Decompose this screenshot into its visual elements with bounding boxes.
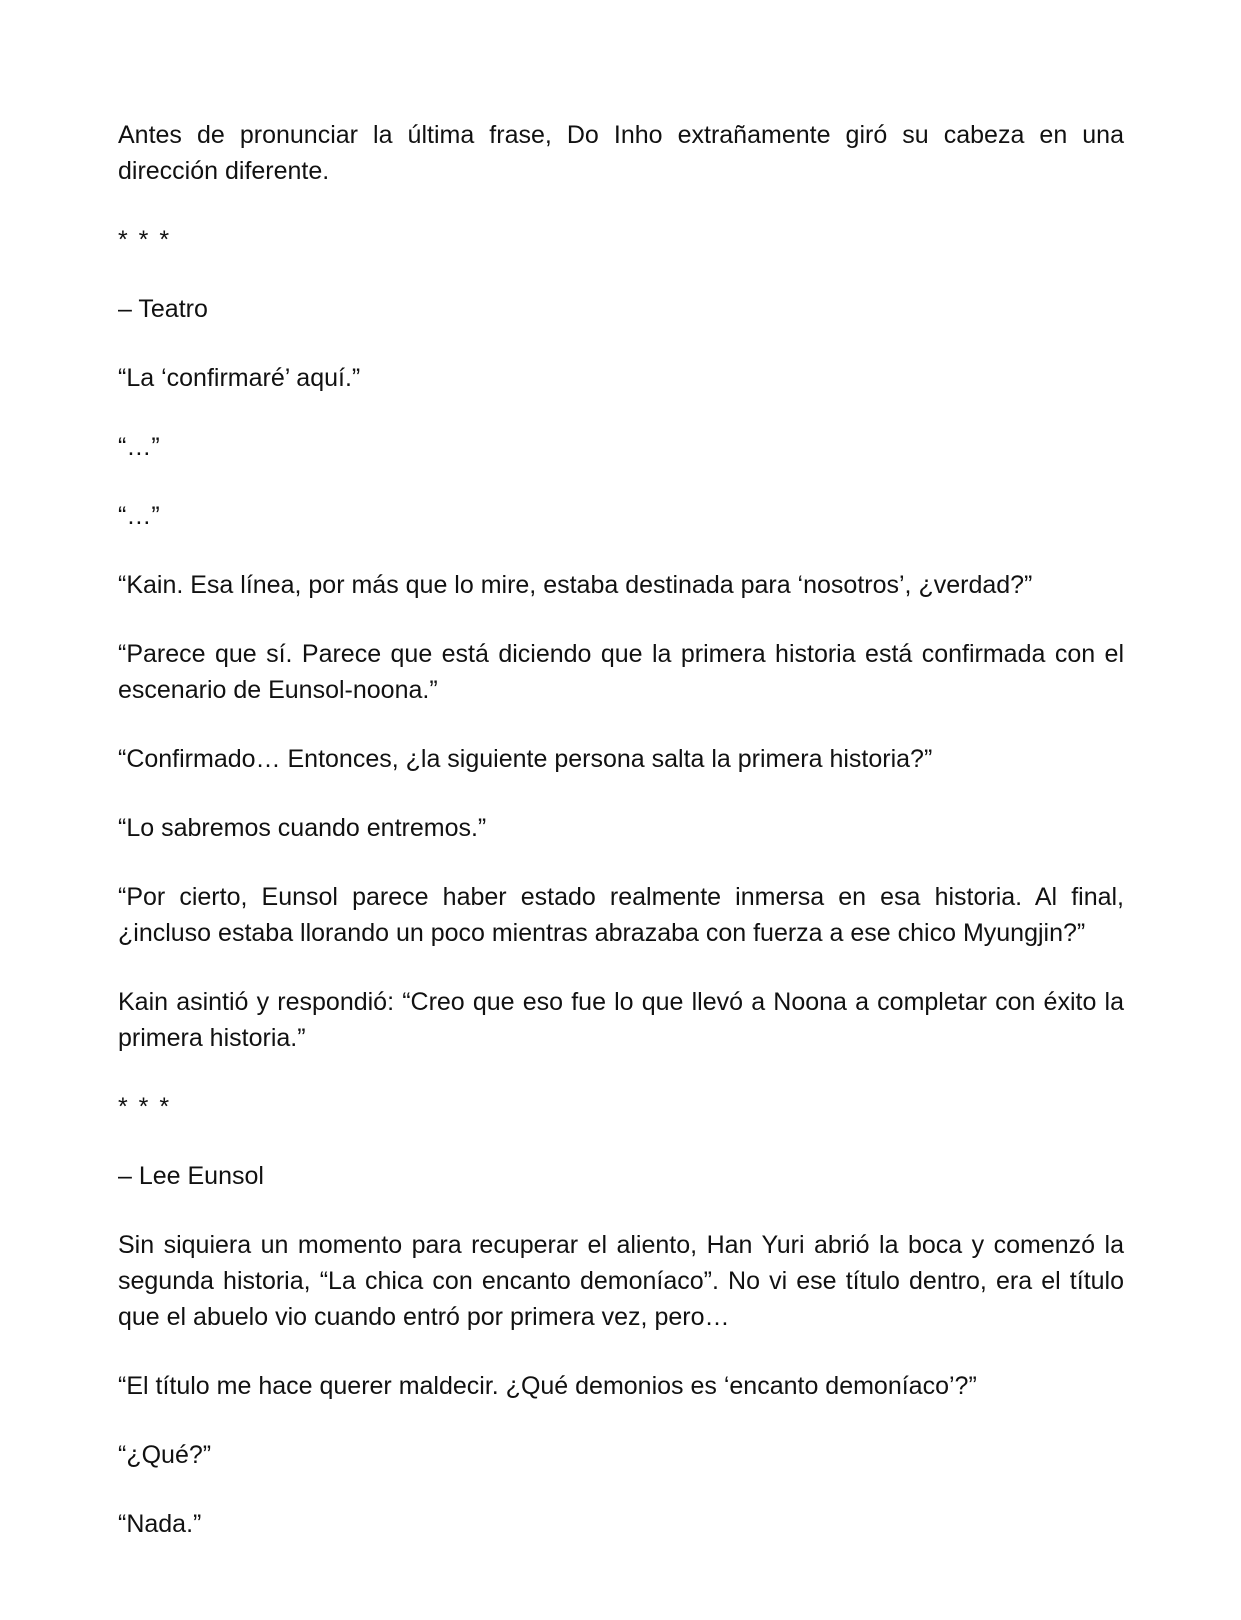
paragraph: “…” [118,433,160,461]
paragraph: “Lo sabremos cuando entremos.” [118,814,487,842]
paragraph: “Confirmado… Entonces, ¿la siguiente persona salta la primera historia?” [118,745,933,773]
paragraph: “Parece que sí. Parece que está diciendo que la primera historia está confirmada con el escenario de Eunsol-noona.” [118,640,1124,704]
paragraph: “Nada.” [118,1510,202,1538]
section-heading: – Lee Eunsol [118,1162,264,1190]
paragraph: Kain asintió y respondió: “Creo que eso fue lo que llevó a Noona a completar con éxito la primera historia.” [118,988,1124,1052]
paragraph: “…” [118,502,160,530]
paragraph: “El título me hace querer maldecir. ¿Qué demonios es ‘encanto demoníaco’?” [118,1372,977,1400]
section-heading: – Teatro [118,295,208,323]
paragraph: “La ‘confirmaré’ aquí.” [118,364,361,392]
paragraph: Sin siquiera un momento para recuperar el aliento, Han Yuri abrió la boca y comenzó la segunda historia, “La chica con encanto demoníaco”. No vi ese título dentro, era el título que el abuelo vio cuando entró por primera vez, pero… [118,1231,1124,1331]
paragraph: “¿Qué?” [118,1441,212,1469]
paragraph: Antes de pronunciar la última frase, Do Inho extrañamente giró su cabeza en una dirección diferente. [118,121,1124,185]
document-body [118,117,1124,1575]
paragraph: “Por cierto, Eunsol parece haber estado realmente inmersa en esa historia. Al final, ¿incluso estaba llorando un poco mientras abrazaba con fuerza a ese chico Myungjin?” [118,883,1124,947]
scene-separator: * * * [118,1093,172,1121]
paragraph: “Kain. Esa línea, por más que lo mire, estaba destinada para ‘nosotros’, ¿verdad?” [118,571,1033,599]
scene-separator: * * * [118,226,172,254]
